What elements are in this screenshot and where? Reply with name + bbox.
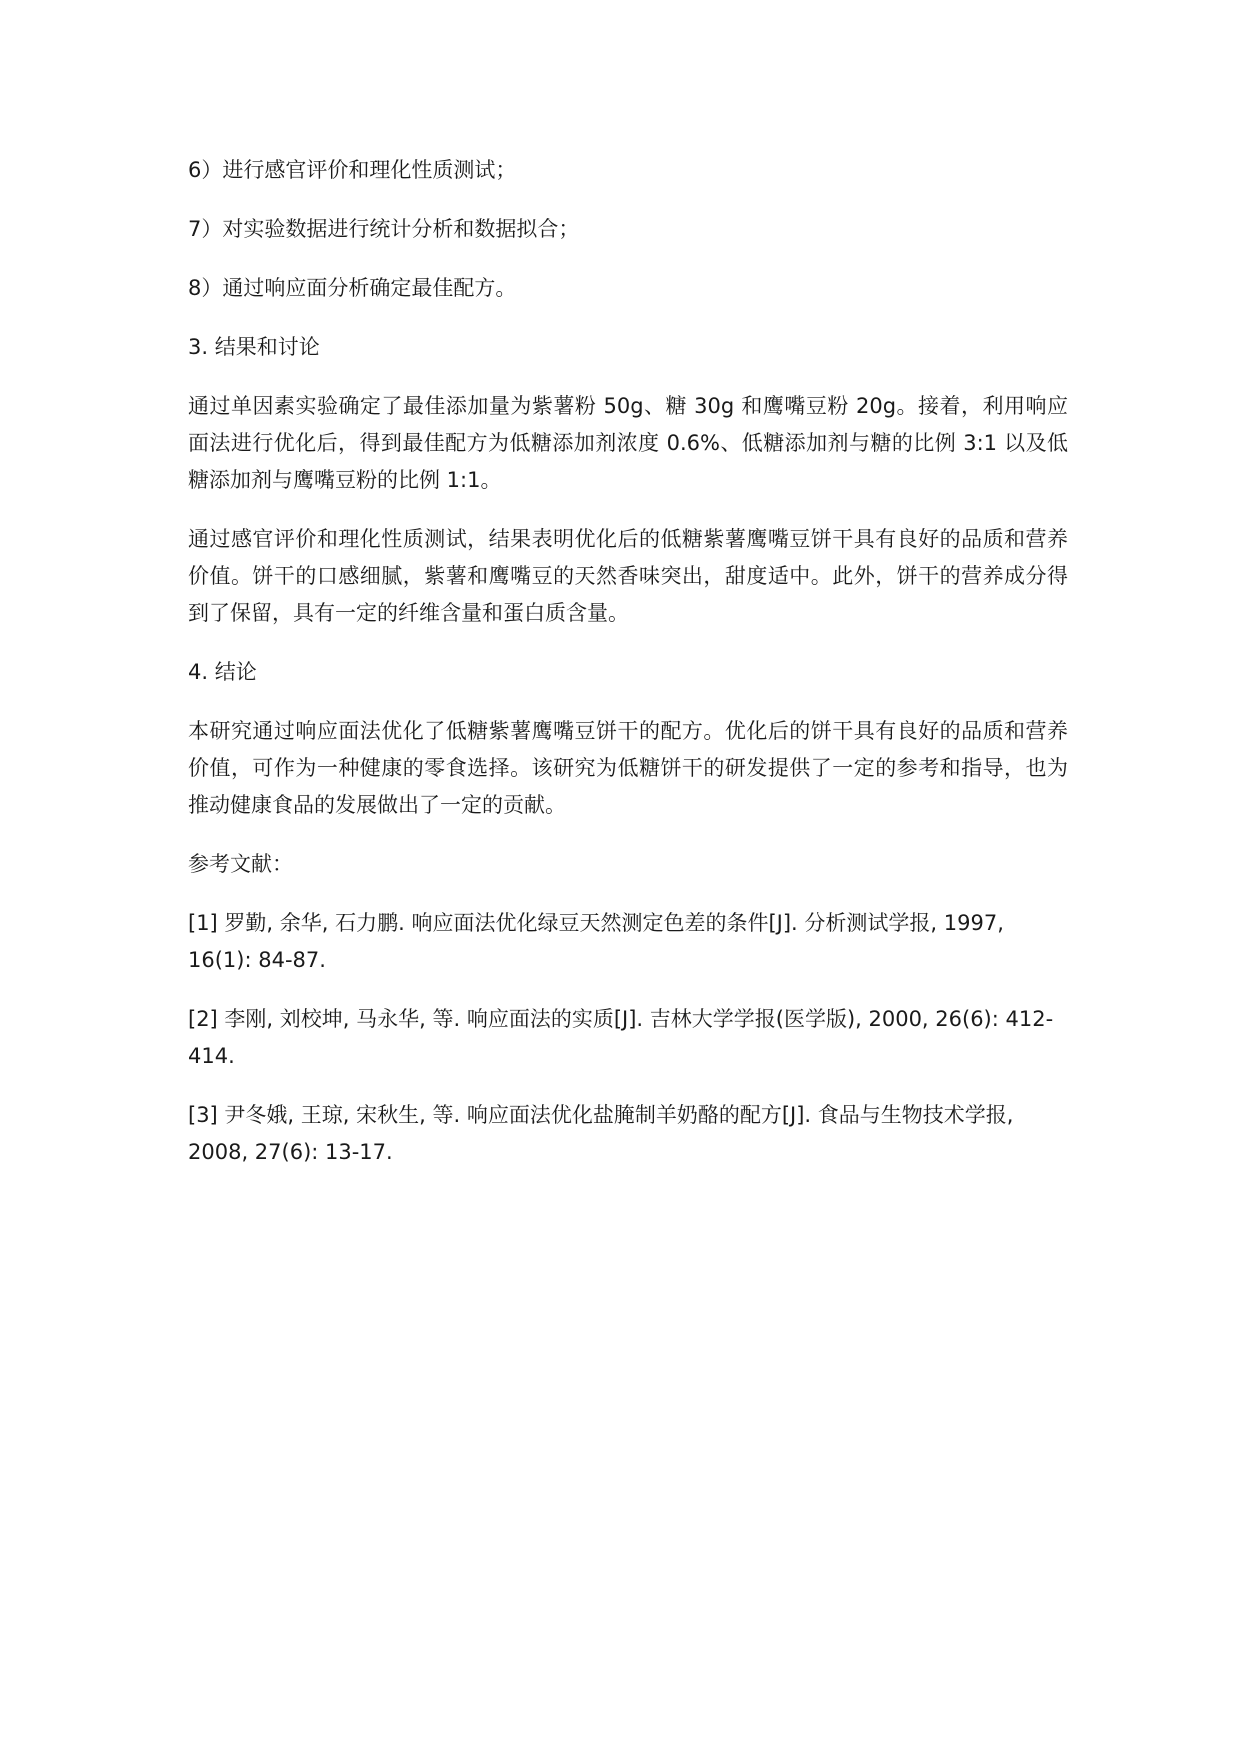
- results-paragraph-2: 通过感官评价和理化性质测试，结果表明优化后的低糖紫薯鹰嘴豆饼干具有良好的品质和营养价值。饼干的口感细腻，紫薯和鹰嘴豆的天然香味突出，甜度适中。此外，饼干的营养成分得到了保留，具有一定的纤维含量和蛋白质含量。: [188, 527, 1068, 625]
- reference-item-3: [3] 尹冬娥, 王琼, 宋秋生, 等. 响应面法优化盐腌制羊奶酪的配方[J]. 食品与生物技术学报, 2008, 27(6): 13-17.: [188, 1103, 1014, 1164]
- step-7: 7）对实验数据进行统计分析和数据拟合；: [188, 217, 580, 241]
- section-heading-results: 3. 结果和讨论: [188, 335, 320, 359]
- results-paragraph-1: 通过单因素实验确定了最佳添加量为紫薯粉 50g、糖 30g 和鹰嘴豆粉 20g。接着，利用响应面法进行优化后，得到最佳配方为低糖添加剂浓度 0.6%、低糖添加剂与糖的比例 3:1 以及低糖添加剂与鹰嘴豆粉的比例 1:1。: [188, 394, 1068, 492]
- step-8: 8）通过响应面分析确定最佳配方。: [188, 276, 517, 300]
- document-body: [188, 152, 1068, 1193]
- conclusion-paragraph: 本研究通过响应面法优化了低糖紫薯鹰嘴豆饼干的配方。优化后的饼干具有良好的品质和营养价值，可作为一种健康的零食选择。该研究为低糖饼干的研发提供了一定的参考和指导，也为推动健康食品的发展做出了一定的贡献。: [188, 719, 1068, 817]
- section-heading-conclusion: 4. 结论: [188, 660, 257, 684]
- references-heading: 参考文献：: [188, 852, 293, 876]
- reference-item-2: [2] 李刚, 刘校坤, 马永华, 等. 响应面法的实质[J]. 吉林大学学报(医学版), 2000, 26(6): 412-414.: [188, 1007, 1054, 1068]
- reference-item-1: [1] 罗勤, 余华, 石力鹏. 响应面法优化绿豆天然测定色差的条件[J]. 分析测试学报, 1997, 16(1): 84-87.: [188, 911, 1004, 972]
- step-6: 6）进行感官评价和理化性质测试；: [188, 158, 517, 182]
